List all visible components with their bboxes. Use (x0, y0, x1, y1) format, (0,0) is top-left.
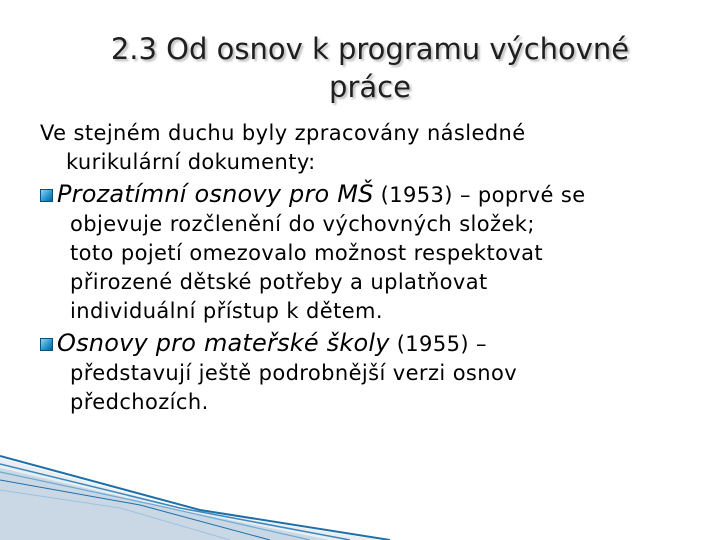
bullet-line: představují ještě podrobnější verzi osnov (70, 361, 518, 385)
intro-line-2: kurikulární dokumenty: (66, 150, 316, 174)
corner-decoration (0, 450, 720, 540)
bullet-line: toto pojetí omezovalo možnost respektovat (70, 241, 544, 265)
slide-title (40, 30, 700, 106)
title-line-2: práce (329, 70, 411, 104)
bullet-rest-1: (1953) – poprvé se (373, 183, 586, 207)
bullet-title-1: Prozatímní osnovy pro MŠ (57, 180, 374, 208)
bullet-item-1 (40, 180, 700, 326)
bullet-rest-2: (1955) – (389, 332, 487, 356)
bullet-line: předchozích. (70, 390, 209, 414)
bullet-line: přirozené dětské potřeby a uplatňovat (70, 270, 488, 294)
square-bullet-icon (40, 189, 53, 202)
bullet-item-2 (40, 329, 700, 417)
bullet-line: individuální přístup k dětem. (70, 299, 383, 323)
bullet-title-2: Osnovy pro mateřské školy (57, 329, 390, 357)
bullet-head-2 (40, 329, 700, 359)
intro-line-1: Ve stejném duchu byly zpracovány následné (40, 121, 526, 145)
slide-body (40, 119, 700, 417)
title-line-1: 2.3 Od osnov k programu výchovné (110, 32, 630, 66)
bullet-head-1 (40, 180, 700, 210)
square-bullet-icon (40, 338, 53, 351)
bullet-line: objevuje rozčlenění do výchovných složek; (70, 212, 535, 236)
